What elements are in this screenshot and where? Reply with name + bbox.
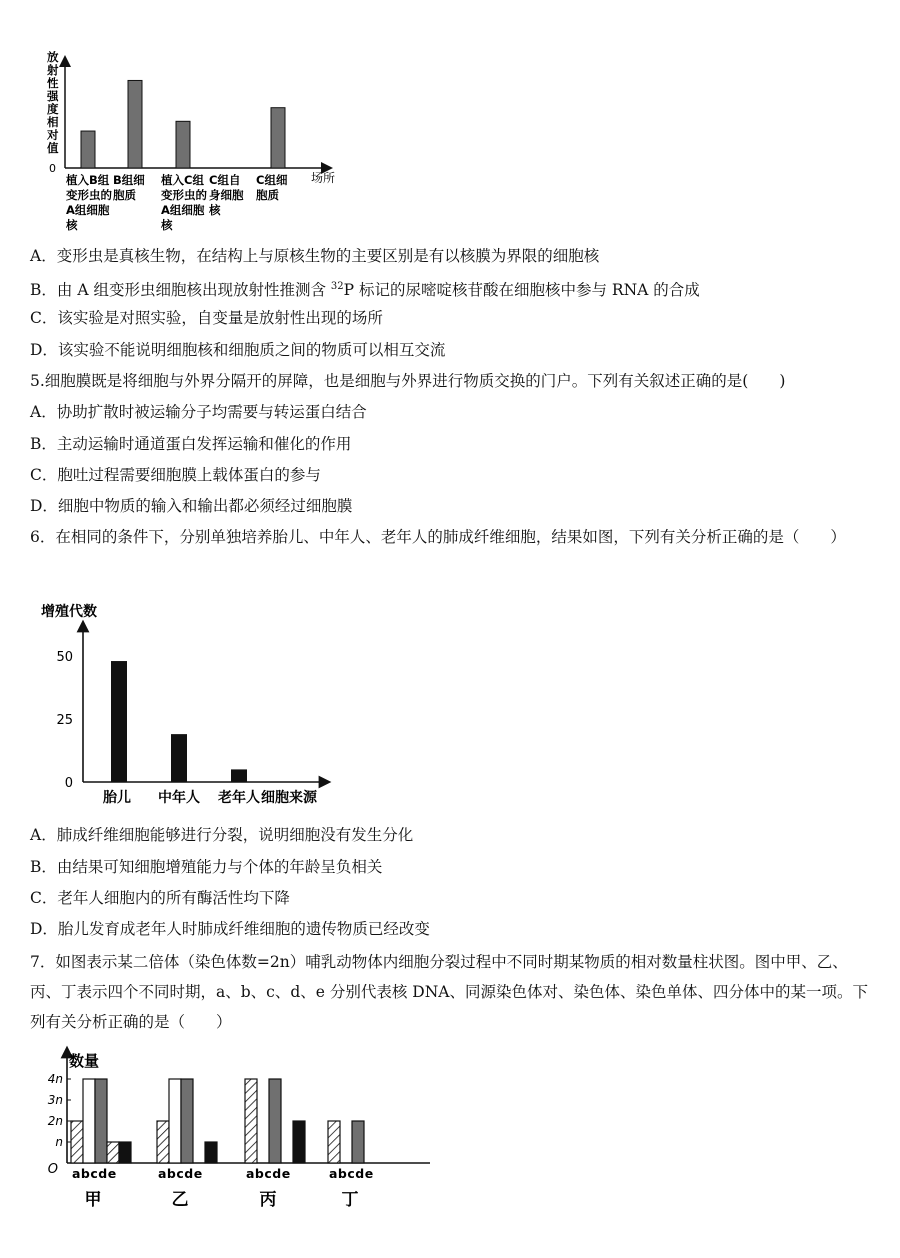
bar [119, 1142, 131, 1163]
category-label: 胎儿 [103, 790, 131, 806]
y-tick-label: 2n [47, 1114, 63, 1128]
sub-labels: abcde [72, 1166, 117, 1181]
q5-option-c: C．胞吐过程需要细胞膜上载体蛋白的参与 [30, 466, 321, 484]
y-tick-label: n [55, 1135, 63, 1149]
q6-stem: 6．在相同的条件下，分别单独培养胎儿、中年人、老年人的肺成纤维细胞，结果如图，下列有关分析正确的是（ ） [30, 528, 846, 546]
y-axis-label: 数量 [69, 1052, 100, 1070]
q5-option-d: D．细胞中物质的输入和输出都必须经过细胞膜 [30, 497, 353, 515]
group-label: 乙 [171, 1190, 189, 1210]
y-tick-label: 3n [47, 1093, 63, 1107]
bar [293, 1121, 305, 1163]
y-tick-label: 0 [64, 776, 73, 791]
q7-stem: 7．如图表示某二倍体（染色体数=2n）哺乳动物体内细胞分裂过程中不同时期某物质的相对数量柱状图。图中甲、乙、丙、丁表示四个不同时期，a、b、c、d、e 分别代表核 DNA、同源染色体对、染色体、染色单体、四分体中的某一项。下列有关分析正确的是（ ） [30, 953, 868, 1031]
q4-option-d: D．该实验不能说明细胞核和细胞质之间的物质可以相互交流 [30, 341, 446, 359]
group-label: 丙 [259, 1190, 277, 1210]
bar [128, 80, 142, 168]
category-label: 核 [66, 218, 78, 232]
q4-option-b: B．由 A 组变形虫细胞核出现放射性推测含 $^{32}$P 标记的尿嘧啶核苷酸在细胞核中参与 RNA 的合成 [30, 281, 700, 300]
category-label: A组细胞 [66, 203, 110, 217]
bar [171, 734, 187, 782]
q6-option-d: D．胎儿发育成老年人时肺成纤维细胞的遗传物质已经改变 [30, 920, 430, 938]
bar [352, 1121, 364, 1163]
q5-option-b: B．主动运输时通道蛋白发挥运输和催化的作用 [30, 435, 352, 453]
bar [231, 769, 247, 782]
bar [205, 1142, 217, 1163]
bar [81, 131, 95, 168]
y-axis-label: 放射性强度相对值 [47, 50, 59, 155]
chart-cell-division [35, 1040, 445, 1220]
bar [157, 1121, 169, 1163]
bar [111, 661, 127, 782]
category-label: 变形虫的 [161, 188, 207, 202]
x-axis-label: 细胞来源 [261, 790, 317, 806]
group-label: 丁 [341, 1190, 359, 1210]
bar [181, 1079, 193, 1163]
category-label: C组自 [209, 173, 241, 187]
origin-label: O [47, 1162, 58, 1177]
q5-option-a: A．协助扩散时被运输分子均需要与转运蛋白结合 [30, 403, 367, 421]
origin-label: 0 [49, 162, 56, 175]
y-tick-label: 4n [47, 1072, 63, 1086]
category-label: 老年人 [218, 790, 260, 806]
y-tick-label: 50 [56, 650, 73, 665]
q6-option-a: A．肺成纤维细胞能够进行分裂，说明细胞没有发生分化 [30, 826, 414, 844]
chart-proliferation [35, 598, 365, 813]
bar [107, 1142, 119, 1163]
bar [83, 1079, 95, 1163]
bar [328, 1121, 340, 1163]
category-label: 胞质 [113, 188, 136, 202]
q4-option-c: C．该实验是对照实验，自变量是放射性出现的场所 [30, 309, 383, 327]
sub-labels: abcde [246, 1166, 291, 1181]
x-axis-label: 场所 [311, 171, 336, 185]
q5-stem: 5.细胞膜既是将细胞与外界分隔开的屏障，也是细胞与外界进行物质交换的门户。下列有关叙述正确的是( ) [30, 372, 786, 390]
q6-option-c: C．老年人细胞内的所有酶活性均下降 [30, 889, 290, 907]
bar [245, 1079, 257, 1163]
category-label: 植入C组 [161, 173, 204, 187]
category-label: 身细胞 [209, 188, 244, 202]
category-label: 核 [161, 218, 173, 232]
category-label: A组细胞 [161, 203, 205, 217]
bar [169, 1079, 181, 1163]
sub-labels: abcde [158, 1166, 203, 1181]
q4-option-a: A．变形虫是真核生物，在结构上与原核生物的主要区别是有以核膜为界限的细胞核 [30, 247, 600, 265]
bar [271, 108, 285, 168]
category-label: 核 [209, 203, 221, 217]
category-label: B组细 [113, 173, 145, 187]
chart-radioactivity [35, 46, 355, 236]
category-label: C组细 [256, 173, 288, 187]
bar [71, 1121, 83, 1163]
bar [95, 1079, 107, 1163]
category-label: 植入B组 [66, 173, 110, 187]
bar [269, 1079, 281, 1163]
y-tick-label: 25 [56, 713, 73, 728]
y-axis-label: 增殖代数 [41, 604, 97, 620]
bar [176, 121, 190, 168]
category-label: 变形虫的 [66, 188, 112, 202]
group-label: 甲 [84, 1190, 102, 1210]
category-label: 胞质 [256, 188, 279, 202]
category-label: 中年人 [158, 790, 200, 806]
sub-labels: abcde [329, 1166, 374, 1181]
q6-option-b: B．由结果可知细胞增殖能力与个体的年龄呈负相关 [30, 858, 383, 876]
